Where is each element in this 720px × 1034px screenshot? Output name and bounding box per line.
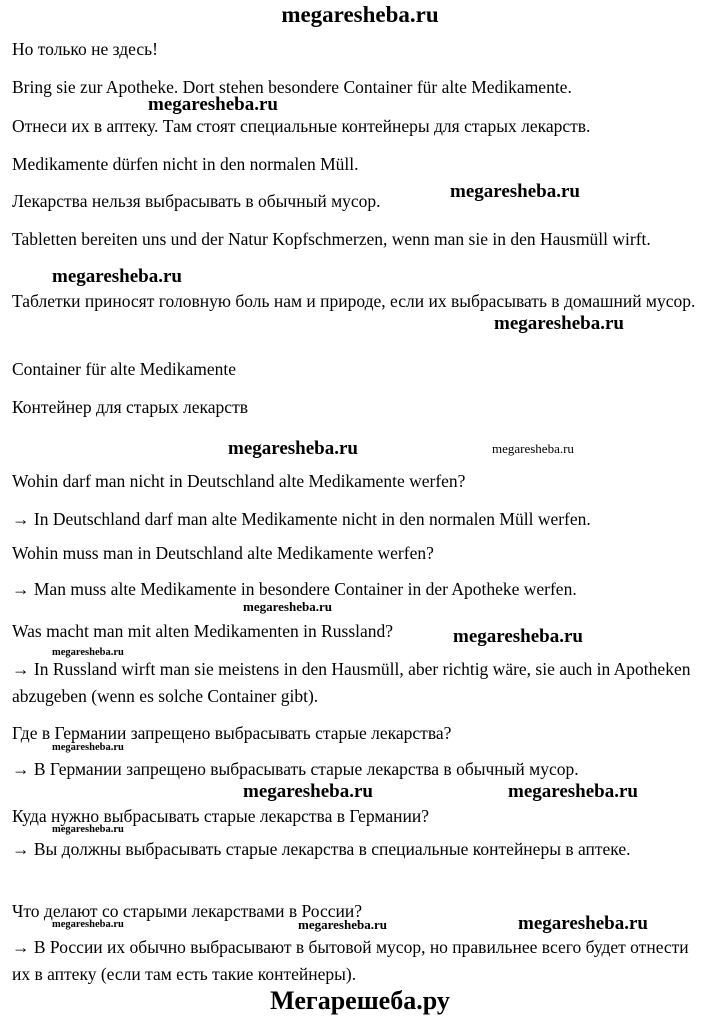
text-line: Но только не здесь! xyxy=(12,39,158,59)
watermark: megaresheba.ru xyxy=(243,599,332,614)
watermark: megaresheba.ru xyxy=(508,781,638,802)
text-line: Отнеси их в аптеку. Там стоят специальные контейнеры для старых лекарств. xyxy=(12,116,591,136)
text-line: Medikamente dürfen nicht in den normalen Müll. xyxy=(12,154,359,174)
text-line: → In Deutschland darf man alte Medikamente nicht in den normalen Müll werfen. xyxy=(12,509,591,529)
header-watermark: megaresheba.ru xyxy=(281,2,439,27)
text-line: Таблетки приносят головную боль нам и природе, если их выбрасывать в домашний мусор. xyxy=(12,291,696,311)
text-line: Bring sie zur Apotheke. Dort stehen besondere Container für alte Medikamente. xyxy=(12,77,572,97)
watermark: megaresheba.ru xyxy=(243,781,373,802)
watermark: megaresheba.ru xyxy=(52,647,124,658)
text-line: Container für alte Medikamente xyxy=(12,359,237,379)
text-line: Что делают со старыми лекарствами в России? xyxy=(12,901,362,921)
watermark: megaresheba.ru xyxy=(52,919,124,930)
watermark: megaresheba.ru xyxy=(453,626,583,647)
text-line: Wohin darf man nicht in Deutschland alte Medikamente werfen? xyxy=(12,471,466,491)
watermark: megaresheba.ru xyxy=(228,438,358,459)
text-line: → In Russland wirft man sie meistens in den Hausmüll, aber richtig wäre, sie auch in Apotheken abzugeben (wenn es solche Container gibt). xyxy=(12,659,691,706)
text-line: Wohin muss man in Deutschland alte Medikamente werfen? xyxy=(12,543,434,563)
watermark: megaresheba.ru xyxy=(52,742,124,753)
text-line: → Вы должны выбрасывать старые лекарства в специальные контейнеры в аптеке. xyxy=(12,839,631,859)
text-line: Лекарства нельзя выбрасывать в обычный мусор. xyxy=(12,191,381,211)
watermark: megaresheba.ru xyxy=(52,824,124,835)
watermark: megaresheba.ru xyxy=(52,266,182,287)
text-line: Куда нужно выбрасывать старые лекарства в Германии? xyxy=(12,806,429,826)
watermark: megaresheba.ru xyxy=(518,913,648,934)
text-line: Где в Германии запрещено выбрасывать старые лекарства? xyxy=(12,723,452,743)
text-line: Was macht man mit alten Medikamenten in Russland? xyxy=(12,621,394,641)
watermark: megaresheba.ru xyxy=(494,313,624,334)
watermark: megaresheba.ru xyxy=(298,917,387,932)
watermark: megaresheba.ru xyxy=(450,181,580,202)
text-line: → Man muss alte Medikamente in besondere Container in der Apotheke werfen. xyxy=(12,579,577,599)
watermark: megaresheba.ru xyxy=(492,441,574,456)
text-line: Tabletten bereiten uns und der Natur Kopfschmerzen, wenn man sie in den Hausmüll wirft. xyxy=(12,229,651,249)
text-line: Контейнер для старых лекарств xyxy=(12,397,248,417)
footer-brand: Мегарешеба.ру xyxy=(270,986,450,1015)
watermark: megaresheba.ru xyxy=(148,94,278,115)
text-line: → В Германии запрещено выбрасывать старые лекарства в обычный мусор. xyxy=(12,759,579,779)
text-line: → В России их обычно выбрасывают в бытовой мусор, но правильнее всего будет отнести их в аптеку (если там есть такие контейнеры). xyxy=(12,937,689,984)
